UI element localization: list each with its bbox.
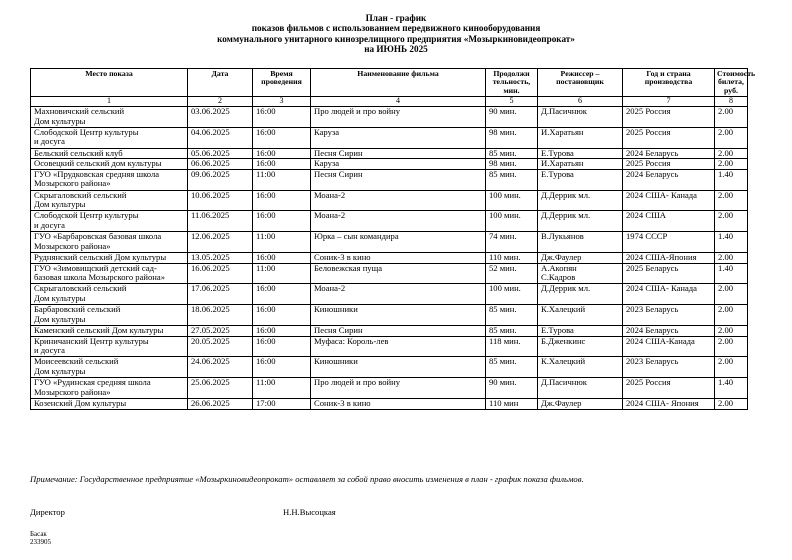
table-header-row: [31, 69, 748, 97]
cell-place: Слободской Центр культуры и досуга: [31, 211, 188, 232]
cell-time: 16:00: [253, 336, 311, 357]
heading-period: на ИЮНЬ 2025: [364, 44, 428, 55]
cell-film: Каруза: [311, 159, 486, 170]
cell-place: Моисеевский сельский Дом культуры: [31, 357, 188, 378]
cell-place: Слободской Центр культуры и досуга: [31, 127, 188, 148]
cell-date: 20.05.2025: [188, 336, 253, 357]
cell-date: 06.06.2025: [188, 159, 253, 170]
cell-film: Соник-3 в кино: [311, 252, 486, 263]
column-header: Стоимость билета, руб.: [715, 69, 748, 97]
cell-place: Бельский сельский клуб: [31, 148, 188, 159]
table-row: [31, 211, 748, 232]
heading-title: План - график: [365, 13, 427, 23]
table-row: [31, 107, 748, 128]
cell-duration: 85 мин.: [486, 325, 538, 336]
cell-date: 09.06.2025: [188, 169, 253, 190]
cell-film: Беловежская пуща: [311, 263, 486, 284]
cell-duration: 85 мин.: [486, 169, 538, 190]
cell-time: 16:00: [253, 127, 311, 148]
column-header: Режиссер – постановщик: [538, 69, 623, 97]
cell-film: Моана-2: [311, 284, 486, 305]
cell-price: 2.00: [715, 325, 748, 336]
column-number: 4: [311, 97, 486, 107]
cell-date: 13.05.2025: [188, 252, 253, 263]
cell-duration: 110 мин.: [486, 252, 538, 263]
cell-time: 17:00: [253, 398, 311, 409]
cell-year-country: 2025 Беларусь: [623, 263, 715, 284]
table-row: [31, 127, 748, 148]
cell-director: И.Харатьян: [538, 159, 623, 170]
cell-film: Муфаса: Король-лев: [311, 336, 486, 357]
cell-place: Каменский сельский Дом культуры: [31, 325, 188, 336]
cell-director: Дж.Фаулер: [538, 398, 623, 409]
cell-place: ГУО «Рудинская средняя школа Мозырского района»: [31, 378, 188, 399]
cell-date: 10.06.2025: [188, 190, 253, 211]
column-number: 8: [715, 97, 748, 107]
executor-info: [30, 530, 51, 546]
cell-date: 03.06.2025: [188, 107, 253, 128]
cell-duration: 98 мин.: [486, 159, 538, 170]
cell-price: 2.00: [715, 398, 748, 409]
cell-year-country: 2024 США-Япония: [623, 252, 715, 263]
cell-price: 2.00: [715, 127, 748, 148]
cell-duration: 100 мин.: [486, 211, 538, 232]
cell-director: К.Халецкий: [538, 357, 623, 378]
table-row: [31, 252, 748, 263]
cell-film: Моана-2: [311, 211, 486, 232]
cell-price: 2.00: [715, 284, 748, 305]
schedule-table: [30, 68, 756, 410]
cell-price: 2.00: [715, 357, 748, 378]
table-row: [31, 336, 748, 357]
table-row: [31, 284, 748, 305]
cell-date: 25.06.2025: [188, 378, 253, 399]
cell-director: В.Лукьянов: [538, 232, 623, 253]
heading-subtitle: показов фильмов с использованием передвижного кинооборудования: [251, 23, 541, 34]
table-row: [31, 148, 748, 159]
cell-place: Осовецкий сельский дом культуры: [31, 159, 188, 170]
cell-duration: 100 мин.: [486, 284, 538, 305]
cell-film: Каруза: [311, 127, 486, 148]
cell-director: И.Харатьян: [538, 127, 623, 148]
cell-director: Е.Турова: [538, 148, 623, 159]
cell-date: 05.06.2025: [188, 148, 253, 159]
column-header: Год и страна производства: [623, 69, 715, 97]
cell-year-country: 2024 США- Япония: [623, 398, 715, 409]
cell-director: Д.Деррик мл.: [538, 211, 623, 232]
cell-date: 17.06.2025: [188, 284, 253, 305]
cell-director: Д.Пасичнюк: [538, 107, 623, 128]
cell-year-country: 2024 Беларусь: [623, 325, 715, 336]
cell-director: Б.Дженкинс: [538, 336, 623, 357]
cell-year-country: 2025 Россия: [623, 159, 715, 170]
cell-place: Барбаровский сельский Дом культуры: [31, 305, 188, 326]
cell-film: Про людей и про войну: [311, 107, 486, 128]
cell-film: Моана-2: [311, 190, 486, 211]
cell-year-country: 2024 США: [623, 211, 715, 232]
cell-duration: 85 мин.: [486, 305, 538, 326]
cell-time: 16:00: [253, 190, 311, 211]
cell-place: Махновичский сельский Дом культуры: [31, 107, 188, 128]
cell-duration: 52 мин.: [486, 263, 538, 284]
cell-place: ГУО «Барбаровская базовая школа Мозырского района»: [31, 232, 188, 253]
cell-year-country: 2025 Россия: [623, 107, 715, 128]
table-row: [31, 159, 748, 170]
column-number: 2: [188, 97, 253, 107]
cell-date: 12.06.2025: [188, 232, 253, 253]
cell-time: 11:00: [253, 378, 311, 399]
cell-year-country: 2024 Беларусь: [623, 148, 715, 159]
cell-director: Е.Турова: [538, 325, 623, 336]
column-header: Дата: [188, 69, 253, 97]
column-number: 1: [31, 97, 188, 107]
column-number: 5: [486, 97, 538, 107]
cell-time: 16:00: [253, 148, 311, 159]
cell-director: А.Акопян С.Кадров: [538, 263, 623, 284]
heading-organization: коммунального унитарного кинозрелищного предприятия «Мозыркиновидеопрокат»: [217, 33, 575, 44]
table-row: [31, 325, 748, 336]
cell-director: Д.Деррик мл.: [538, 190, 623, 211]
cell-year-country: 2024 США- Канада: [623, 284, 715, 305]
executor-name: Басак: [30, 530, 47, 538]
table-row: [31, 232, 748, 253]
cell-film: Песня Сирин: [311, 169, 486, 190]
cell-date: 26.06.2025: [188, 398, 253, 409]
cell-film: Песня Сирин: [311, 148, 486, 159]
cell-director: Д.Пасичнюк: [538, 378, 623, 399]
cell-year-country: 2024 США- Канада: [623, 190, 715, 211]
cell-time: 16:00: [253, 357, 311, 378]
column-number: 7: [623, 97, 715, 107]
cell-date: 27.05.2025: [188, 325, 253, 336]
cell-price: 2.00: [715, 305, 748, 326]
cell-time: 16:00: [253, 211, 311, 232]
table-row: [31, 263, 748, 284]
table-row: [31, 378, 748, 399]
cell-price: 2.00: [715, 107, 748, 128]
footnote: Примечание: Государственное предприятие «Мозыркиновидеопрокат» оставляет за собой право вносить изменения в план - график показа фильмов.: [30, 474, 584, 484]
cell-year-country: 2024 США-Канада: [623, 336, 715, 357]
cell-year-country: 1974 СССР: [623, 232, 715, 253]
cell-price: 2.00: [715, 190, 748, 211]
column-header: Продолжи тельность, мин.: [486, 69, 538, 97]
cell-price: 2.00: [715, 148, 748, 159]
table-row: [31, 398, 748, 409]
cell-price: 2.00: [715, 252, 748, 263]
cell-duration: 98 мин.: [486, 127, 538, 148]
cell-place: Скрыгаловский сельский Дом культуры: [31, 284, 188, 305]
cell-year-country: 2023 Беларусь: [623, 305, 715, 326]
cell-place: ГУО «Зимовищский детский сад- базовая школа Мозырского района»: [31, 263, 188, 284]
table-row: [31, 305, 748, 326]
cell-date: 24.06.2025: [188, 357, 253, 378]
cell-place: ГУО «Прудковская средняя школа Мозырского района»: [31, 169, 188, 190]
cell-duration: 118 мин.: [486, 336, 538, 357]
cell-film: Киношники: [311, 305, 486, 326]
cell-year-country: 2024 Беларусь: [623, 169, 715, 190]
cell-film: Про людей и про войну: [311, 378, 486, 399]
cell-director: Дж.Фаулер: [538, 252, 623, 263]
signer-role: Директор: [30, 507, 65, 517]
table-row: [31, 357, 748, 378]
table-body: [31, 107, 748, 410]
signer-name: Н.Н.Высоцкая: [283, 507, 336, 517]
cell-price: 1.40: [715, 378, 748, 399]
column-number: 3: [253, 97, 311, 107]
table-row: [31, 190, 748, 211]
document-heading: [0, 13, 792, 55]
cell-time: 16:00: [253, 325, 311, 336]
column-header: Время проведения: [253, 69, 311, 97]
cell-year-country: 2023 Беларусь: [623, 357, 715, 378]
cell-director: Е.Турова: [538, 169, 623, 190]
cell-film: Песня Сирин: [311, 325, 486, 336]
cell-time: 16:00: [253, 284, 311, 305]
cell-duration: 90 мин.: [486, 107, 538, 128]
cell-time: 16:00: [253, 252, 311, 263]
cell-film: Соник-3 в кино: [311, 398, 486, 409]
table-row: [31, 169, 748, 190]
cell-price: 2.00: [715, 336, 748, 357]
cell-price: 2.00: [715, 159, 748, 170]
cell-duration: 110 мин: [486, 398, 538, 409]
cell-place: Криничанский Центр культуры и досуга: [31, 336, 188, 357]
column-header: Наименование фильма: [311, 69, 486, 97]
cell-year-country: 2025 Россия: [623, 127, 715, 148]
cell-price: 2.00: [715, 211, 748, 232]
cell-duration: 74 мин.: [486, 232, 538, 253]
cell-film: Киношники: [311, 357, 486, 378]
cell-date: 18.06.2025: [188, 305, 253, 326]
cell-place: Руднянский сельский Дом культуры: [31, 252, 188, 263]
cell-time: 11:00: [253, 263, 311, 284]
cell-place: Козенский Дом культуры: [31, 398, 188, 409]
cell-film: Юрка – сын командира: [311, 232, 486, 253]
cell-duration: 85 мин.: [486, 357, 538, 378]
cell-price: 1.40: [715, 232, 748, 253]
executor-phone: 233905: [30, 538, 51, 546]
cell-price: 1.40: [715, 263, 748, 284]
cell-time: 16:00: [253, 305, 311, 326]
cell-director: Д.Деррик мл.: [538, 284, 623, 305]
cell-date: 16.06.2025: [188, 263, 253, 284]
cell-place: Скрыгаловский сельский Дом культуры: [31, 190, 188, 211]
cell-date: 04.06.2025: [188, 127, 253, 148]
column-header: Место показа: [31, 69, 188, 97]
cell-year-country: 2025 Россия: [623, 378, 715, 399]
cell-duration: 100 мин.: [486, 190, 538, 211]
cell-director: К.Халецкий: [538, 305, 623, 326]
cell-price: 1.40: [715, 169, 748, 190]
cell-time: 11:00: [253, 169, 311, 190]
cell-time: 16:00: [253, 107, 311, 128]
cell-duration: 90 мин.: [486, 378, 538, 399]
cell-time: 16:00: [253, 159, 311, 170]
cell-duration: 85 мин.: [486, 148, 538, 159]
cell-time: 11:00: [253, 232, 311, 253]
column-number: 6: [538, 97, 623, 107]
cell-date: 11.06.2025: [188, 211, 253, 232]
